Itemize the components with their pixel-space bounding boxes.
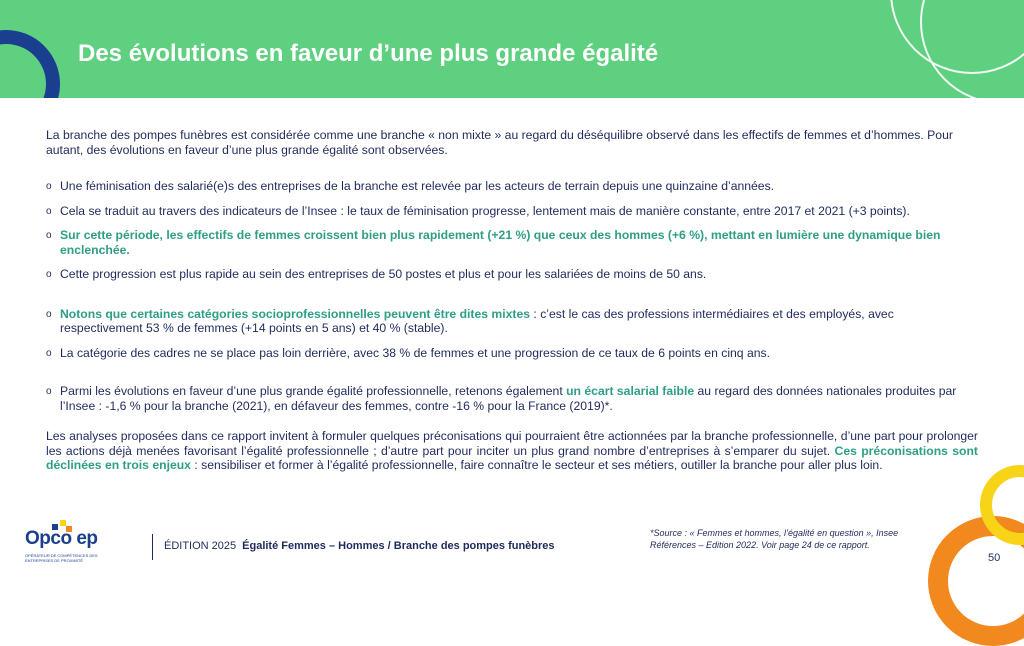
footer-edition [164, 540, 555, 552]
source-note: *Source : « Femmes et hommes, l’égalité en question », Insee Références – Edition 2022. Voir page 24 de ce rapport. [650, 528, 899, 550]
list-item-text: Cela se traduit au travers des indicateurs de l’Insee : le taux de féminisation progresse, lentement mais de manière constante, entre 2017 et 2021 (+3 points). [60, 203, 910, 218]
conclusion-highlight: Ces préconisations sont déclinées en trois enjeux [46, 443, 978, 472]
logo-wordmark: Opco ep [25, 528, 98, 549]
bullet-icon: o [46, 386, 52, 397]
title-banner [0, 0, 1024, 98]
list-item [46, 307, 978, 336]
list-item-text: Une féminisation des salarié(e)s des entreprises de la branche est relevée par les acteurs de terrain depuis une quinzaine d’années. [60, 179, 775, 193]
logo-tagline: OPÉRATEUR DE COMPÉTENCES DES ENTREPRISES DE PROXIMITÉ [25, 553, 98, 563]
opco-ep-logo [20, 522, 130, 566]
slide-body [46, 128, 978, 473]
list-item [46, 228, 978, 257]
edition-label: ÉDITION 2025 [164, 540, 237, 552]
list-item-text: : c’est le cas des professions intermédiaires et des employés, avec respectivement 53 % de femmes (+14 points en 5 ans) et 40 % (stable). [60, 306, 894, 335]
list-item-text: Parmi les évolutions en faveur d’une plus grande égalité professionnelle, retenons également [60, 384, 567, 398]
list-item [46, 384, 978, 413]
list-item-highlight: Sur cette période, les effectifs de femmes croissent bien plus rapidement (+21 %) que ceux des hommes (+6 %), mettant en lumière une dynamique bien enclenchée. [60, 228, 941, 257]
decorative-arc [0, 30, 60, 98]
page-number: 50 [988, 552, 1001, 564]
list-item-highlight: Notons que certaines catégories socioprofessionnelles peuvent être dites mixtes [60, 306, 531, 321]
bullet-list-salary [46, 384, 978, 413]
report-title: Égalité Femmes – Hommes / Branche des pompes funèbres [242, 540, 555, 552]
bullet-list-feminisation [46, 179, 978, 282]
bullet-icon: o [46, 347, 52, 359]
list-item-text: au regard des données nationales produites par l’Insee : -1,6 % pour la branche (2021), en défaveur des femmes, contre -16 % pour la France (2019)*. [60, 384, 957, 413]
list-item [46, 204, 978, 219]
list-item-text: Cette progression est plus rapide au sein des entreprises de 50 postes et plus et pour les salariées de moins de 50 ans. [60, 267, 707, 281]
conclusion-paragraph [46, 429, 978, 473]
bullet-icon: o [46, 230, 52, 241]
bullet-icon: o [46, 269, 52, 280]
intro-paragraph: La branche des pompes funèbres est considérée comme une branche « non mixte » au regard du déséquilibre observé dans les effectifs de femmes et d’hommes. Pour autant, des évolutions en faveur d’une plus grande égalité sont observées. [46, 128, 953, 157]
list-item-highlight: un écart salarial faible [566, 384, 695, 398]
conclusion-text: Les analyses proposées dans ce rapport invitent à formuler quelques préconisations qui pourraient être actionnées par la branche professionnelle, d’une part pour prolonger les actions déjà menées favorisant l’égalité professionnelle ; d’autre part pour inciter un plus grand nombre d’entreprises à s’emparer du sujet. [46, 429, 978, 458]
bullet-icon: o [46, 181, 52, 192]
list-item [46, 179, 978, 194]
bullet-icon: o [46, 308, 52, 320]
list-item-text: La catégorie des cadres ne se place pas loin derrière, avec 38 % de femmes et une progression de ce taux de 6 points en cinq ans. [60, 345, 771, 360]
bullet-icon: o [46, 205, 52, 217]
list-item [46, 267, 978, 282]
slide-title: Des évolutions en faveur d’une plus grande égalité [78, 40, 659, 67]
footer-divider [152, 534, 153, 560]
conclusion-text: : sensibiliser et former à l’égalité professionnelle, faire connaître le secteur et ses métiers, outiller la branche pour aller plus loin. [190, 458, 883, 472]
list-item [46, 346, 978, 361]
bullet-list-categories [46, 307, 978, 361]
decorative-ring [890, 0, 1024, 74]
